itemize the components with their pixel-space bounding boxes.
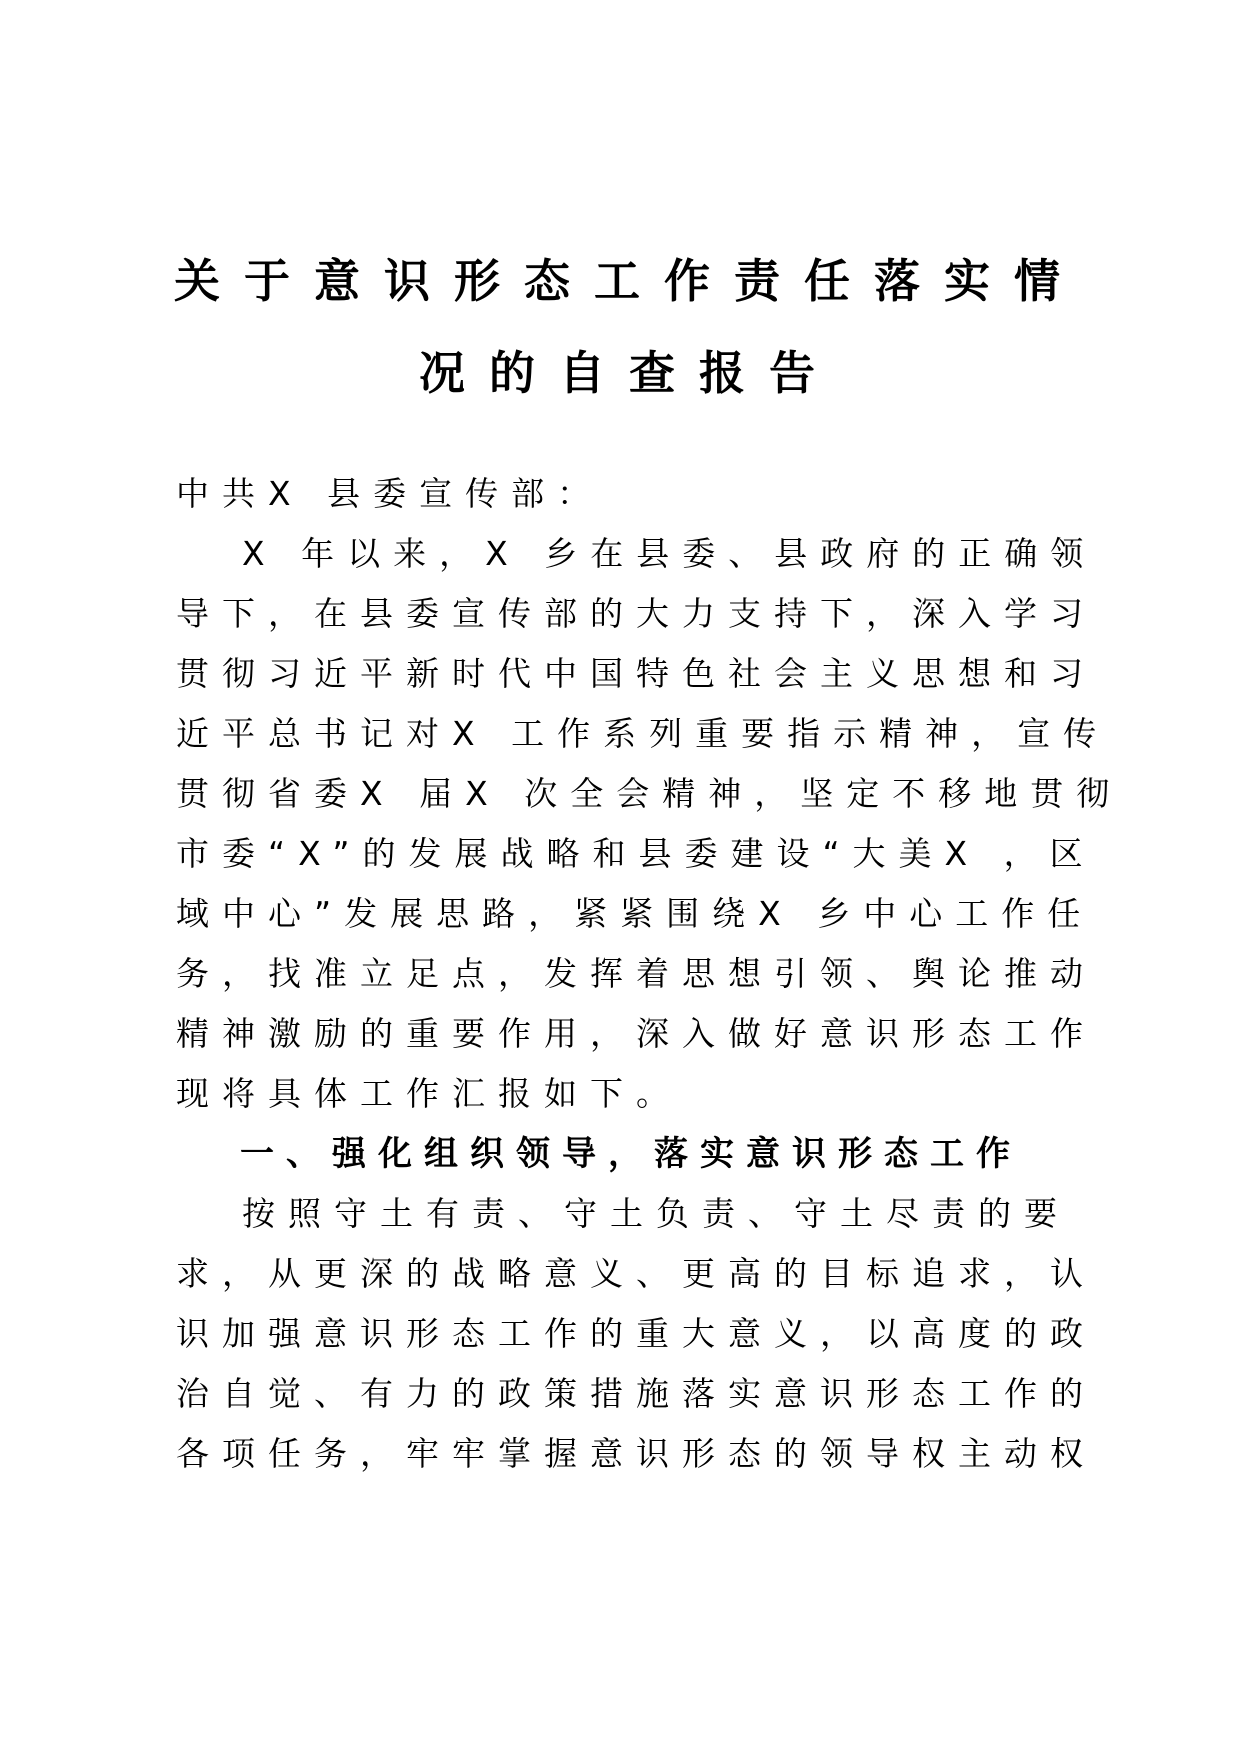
salutation: 中共X 县委宣传部： (176, 474, 604, 513)
paragraph-1-line: 市委“X”的发展战略和县委建设“大美X ，区 (176, 834, 1096, 873)
section-1-heading: 一、强化组织领导，落实意识形态工作 (240, 1134, 1022, 1174)
paragraph-2-line: 治自觉、有力的政策措施落实意识形态工作的 (176, 1374, 1096, 1413)
paragraph-1-line: 导下，在县委宣传部的大力支持下，深入学习 (176, 594, 1096, 633)
paragraph-2-line: 按照守土有责、守土负责、守土尽责的要 (242, 1194, 1070, 1233)
paragraph-1-line: 精神激励的重要作用，深入做好意识形态工作 (176, 1014, 1096, 1053)
paragraph-2-line: 识加强意识形态工作的重大意义，以高度的政 (176, 1314, 1096, 1353)
paragraph-1-line: 近平总书记对X 工作系列重要指示精神，宣传 (176, 714, 1110, 753)
paragraph-1-line: 贯彻习近平新时代中国特色社会主义思想和习 (176, 654, 1096, 693)
paragraph-1-line: 现将具体工作汇报如下。 (176, 1074, 682, 1113)
paragraph-2-line: 求，从更深的战略意义、更高的目标追求，认 (176, 1254, 1096, 1293)
paragraph-1-line: 域中心”发展思路，紧紧围绕X 乡中心工作任 (176, 894, 1094, 933)
paragraph-1-line: 贯彻省委X 届X 次全会精神，坚定不移地贯彻 (176, 774, 1123, 813)
document-title-line-1: 关于意识形态工作责任落实情 (174, 254, 1084, 308)
paragraph-1-line: 务，找准立足点，发挥着思想引领、舆论推动 (176, 954, 1096, 993)
paragraph-2-line: 各项任务，牢牢掌握意识形态的领导权主动权 (176, 1434, 1096, 1473)
paragraph-1-line: X 年以来，X 乡在县委、县政府的正确领 (242, 534, 1097, 573)
document-title-line-2: 况的自查报告 (419, 346, 839, 400)
